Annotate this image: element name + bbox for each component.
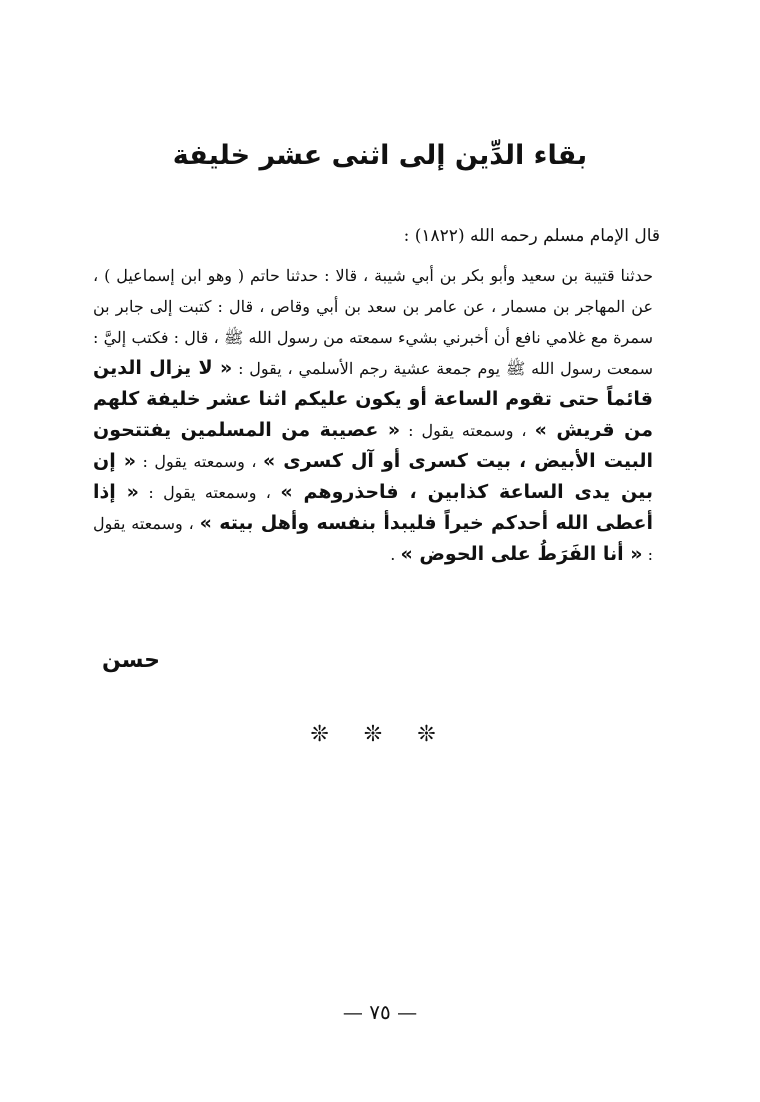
connector-text-2: ، وسمعته يقول : [142, 452, 257, 471]
connector-text-1: ، وسمعته يقول : [408, 421, 527, 440]
hadith-body [93, 260, 653, 570]
hadith-quote-3: « إن بين يدى الساعة كذابين ، فاحذروهم » [93, 450, 653, 503]
hadith-quote-1: « لا يزال الدين قائماً حتى تقوم الساعة أو يكون عليكم اثنا عشر خليفة كلهم من قريش » [93, 357, 653, 441]
intro-line: قال الإمام مسلم رحمه الله (١٨٢٢) : [403, 226, 660, 246]
section-separator: ❊ ❊ ❊ [310, 722, 450, 747]
closing-punctuation: . [390, 545, 396, 564]
hadith-quote-2: « عصيبة من المسلمين يفتتحون البيت الأبيض ، بيت كسرى أو آل كسرى » [93, 419, 653, 472]
hadith-quote-4: « إذا أعطى الله أحدكم خيراً فليبدأ بنفسه وأهل بيته » [93, 481, 653, 534]
hadith-quote-5: « أنا الفَرَطُ على الحوض » [400, 543, 643, 565]
isnad-text: حدثنا قتيبة بن سعيد وأبو بكر بن أبي شيبة ، قالا : حدثنا حاتم ( وهو ابن إسماعيل ) ، عن المهاجر بن مسمار ، عن عامر بن سعد بن أبي وقاص ، قال : كتبت إلى جابر بن سمرة مع غلامي نافع أن أخبرني بشيء سمعته من رسول الله ﷺ ، قال : فكتب إليَّ : سمعت رسول الله ﷺ يوم جمعة عشية رجم الأسلمي ، يقول : [93, 266, 653, 378]
chapter-title: بقاء الدِّين إلى اثنى عشر خليفة [172, 140, 588, 171]
page-number: — ٧٥ — [342, 1000, 418, 1024]
connector-text-3: ، وسمعته يقول : [148, 483, 271, 502]
connector-text-4: ، وسمعته يقول : [93, 514, 653, 564]
hadith-grade: حسن [101, 648, 160, 673]
